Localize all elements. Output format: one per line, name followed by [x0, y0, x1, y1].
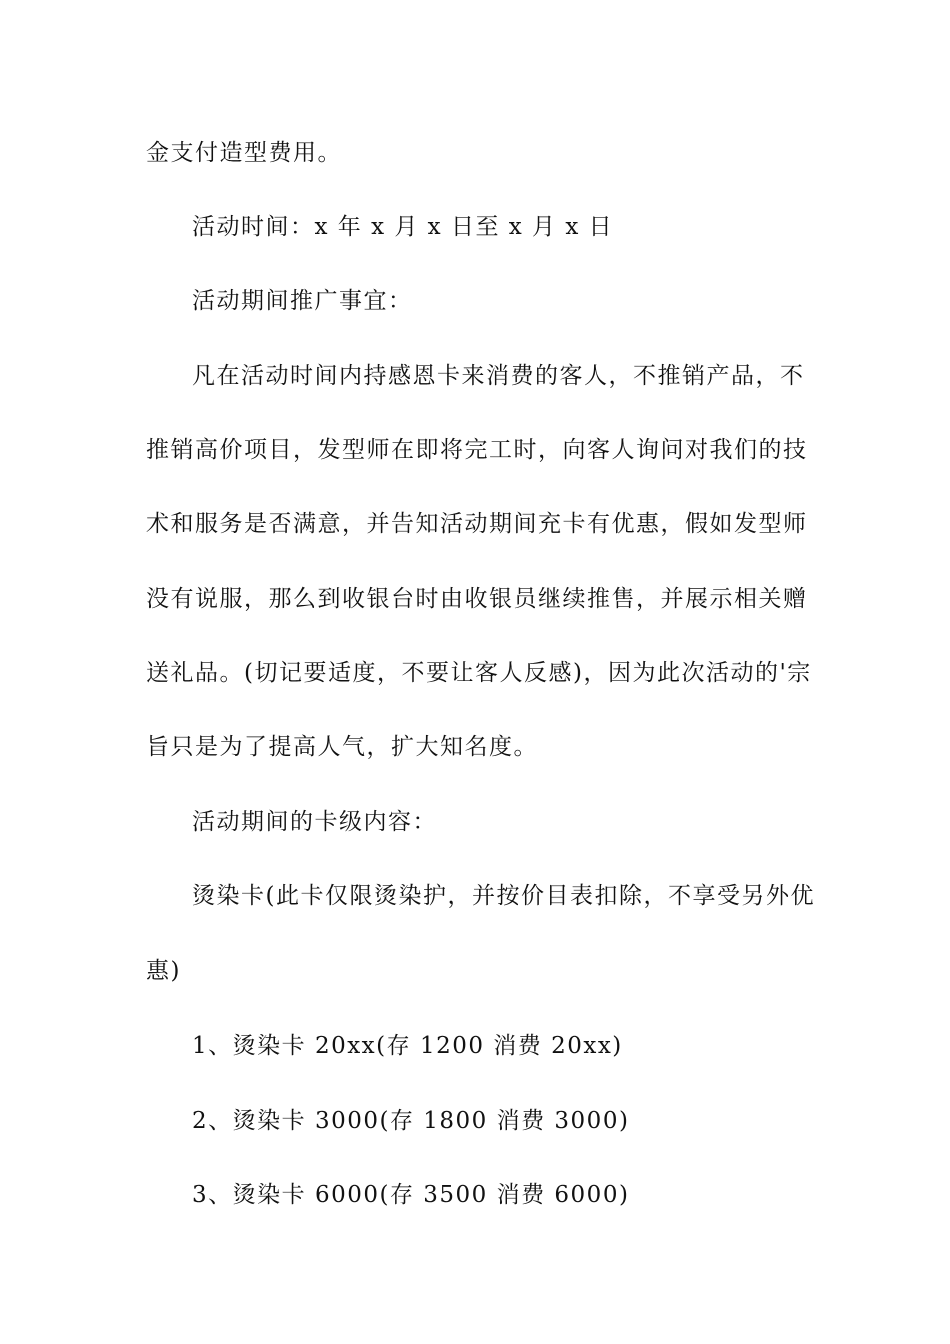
paragraph-line: 推销高价项目，发型师在即将完工时，向客人询问对我们的技 — [146, 437, 808, 463]
paragraph-line: 送礼品。(切记要适度，不要让客人反感)，因为此次活动的'宗 — [146, 660, 812, 686]
paragraph-line: 没有说服，那么到收银台时由收银员继续推售，并展示相关赠 — [146, 586, 808, 612]
paragraph-line: 术和服务是否满意，并告知活动期间充卡有优惠，假如发型师 — [146, 511, 808, 537]
paragraph-line: 烫染卡(此卡仅限烫染护，并按价目表扣除，不享受另外优 — [192, 883, 815, 909]
paragraph-line: 凡在活动时间内持感恩卡来消费的客人，不推销产品，不 — [192, 363, 805, 389]
paragraph-line: 旨只是为了提高人气，扩大知名度。 — [146, 734, 538, 760]
card-item-1: 1、烫染卡 20xx(存 1200 消费 20xx) — [192, 1033, 623, 1059]
promotion-heading: 活动期间推广事宜： — [192, 288, 413, 314]
paragraph-line: 惠) — [146, 958, 181, 984]
card-item-3: 3、烫染卡 6000(存 3500 消费 6000) — [192, 1182, 630, 1208]
activity-time-line: 活动时间：x 年 x 月 x 日至 x 月 x 日 — [192, 214, 614, 240]
card-item-2: 2、烫染卡 3000(存 1800 消费 3000) — [192, 1108, 630, 1134]
card-levels-heading: 活动期间的卡级内容： — [192, 809, 437, 835]
paragraph-line: 金支付造型费用。 — [146, 140, 342, 166]
